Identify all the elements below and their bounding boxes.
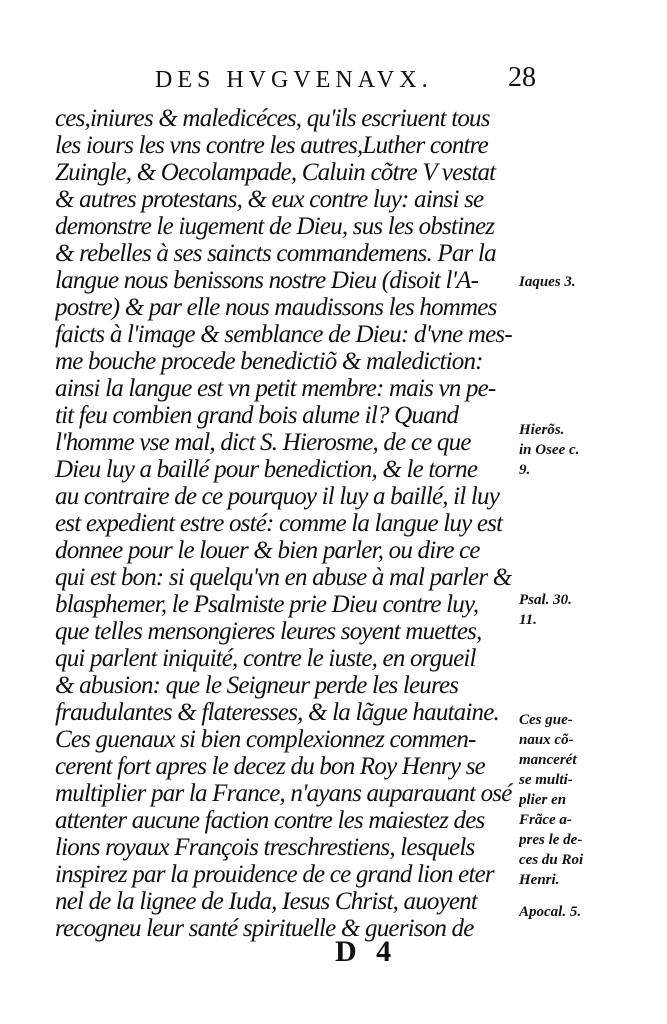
margin-note-line: 9. (519, 462, 531, 478)
text-line: postre) & par elle nous maudissons les hommes (55, 294, 497, 321)
margin-note-line: mancerét (519, 752, 577, 768)
text-line: inspirez par la prouidence de ce grand lion eter (55, 861, 494, 888)
text-line: nel de la lignee de Iuda, Iesus Christ, auoyent (55, 888, 478, 915)
margin-note-line: naux cõ- (519, 732, 574, 748)
margin-note-line: Frãce a- (519, 812, 572, 828)
margin-note-line: se multi- (519, 772, 573, 788)
margin-note-line: in Osee c. (519, 442, 580, 458)
text-line: les iours les vns contre les autres,Luther contre (55, 132, 488, 159)
text-line: faicts à l'image & semblance de Dieu: d'vne mes- (55, 321, 512, 348)
text-line: demonstre le iugement de Dieu, sus les obstinez (55, 213, 495, 240)
text-line: multiplier par la France, n'ayans auparauant osé (55, 780, 512, 807)
text-line: est expedient estre osté: comme la langue luy est (55, 510, 503, 537)
text-line: au contraire de ce pourquoy il luy a baillé, il luy (55, 483, 500, 510)
text-line: Zuingle, & Oecolampade, Caluin cõtre V vestat (55, 159, 496, 186)
text-line: blasphemer, le Psalmiste prie Dieu contre luy, (55, 591, 479, 618)
margin-note-hieronymus (519, 420, 659, 480)
margin-note-line: plier en (519, 792, 567, 808)
text-line: l'homme vse mal, dict S. Hierosme, de ce que (55, 429, 471, 456)
text-line: Ces guenaux si bien complexionnez commen- (55, 726, 476, 753)
text-line: attenter aucune faction contre les maiestez des (55, 807, 485, 834)
running-head: DES HVGVENAVX. (155, 67, 433, 93)
margin-note-line: ces du Roi (519, 852, 584, 868)
text-line: Dieu luy a baillé pour benediction, & le torne (55, 456, 478, 483)
text-line: recogneu leur santé spirituelle & guerison de (55, 915, 474, 942)
margin-note-line: Iaques 3. (519, 274, 576, 290)
text-line: que telles mensongieres leures soyent muettes, (55, 618, 482, 645)
margin-notes (519, 0, 659, 1024)
margin-note-line: Apocal. 5. (519, 904, 582, 920)
main-text (55, 105, 517, 942)
text-line: donnee pour le louer & bien parler, ou dire ce (55, 537, 480, 564)
signature-mark: D 4 (335, 935, 398, 968)
margin-note-line: pres le de- (519, 832, 583, 848)
margin-note-line: Ces gue- (519, 712, 573, 728)
margin-note-line: 11. (519, 612, 537, 628)
text-line: cerent fort apres le decez du bon Roy Henry se (55, 753, 485, 780)
margin-note-apocalypse (519, 902, 659, 922)
margin-note-line: Hierõs. (519, 422, 565, 438)
text-line: ainsi la langue est vn petit membre: mais vn pe- (55, 375, 496, 402)
text-line: fraudulantes & flateresses, & la lãgue hautaine. (55, 699, 499, 726)
text-line: tit feu combien grand bois alume il? Quand (55, 402, 459, 429)
page-number: 28 (508, 62, 536, 93)
text-line: qui parlent iniquité, contre le iuste, en orgueil (55, 645, 476, 672)
text-line: & abusion: que le Seigneur perde les leures (55, 672, 459, 699)
margin-note-line: Henri. (519, 872, 560, 888)
text-line: & rebelles à ses saincts commandemens. Par la (55, 240, 496, 267)
text-line: ces,iniures & maledicéces, qu'ils escriuent tous (55, 105, 490, 132)
margin-note-james (519, 272, 659, 292)
margin-note-commentary (519, 710, 659, 890)
margin-note-psalm (519, 590, 659, 630)
text-line: langue nous benissons nostre Dieu (disoit l'A- (55, 267, 479, 294)
text-line: lions royaux François treschrestiens, lesquels (55, 834, 475, 861)
margin-note-line: Psal. 30. (519, 592, 572, 608)
text-line: me bouche procede benedictiõ & malediction: (55, 348, 483, 375)
text-line: qui est bon: si quelqu'vn en abuse à mal parler & (55, 564, 512, 591)
text-line: & autres protestans, & eux contre luy: ainsi se (55, 186, 484, 213)
